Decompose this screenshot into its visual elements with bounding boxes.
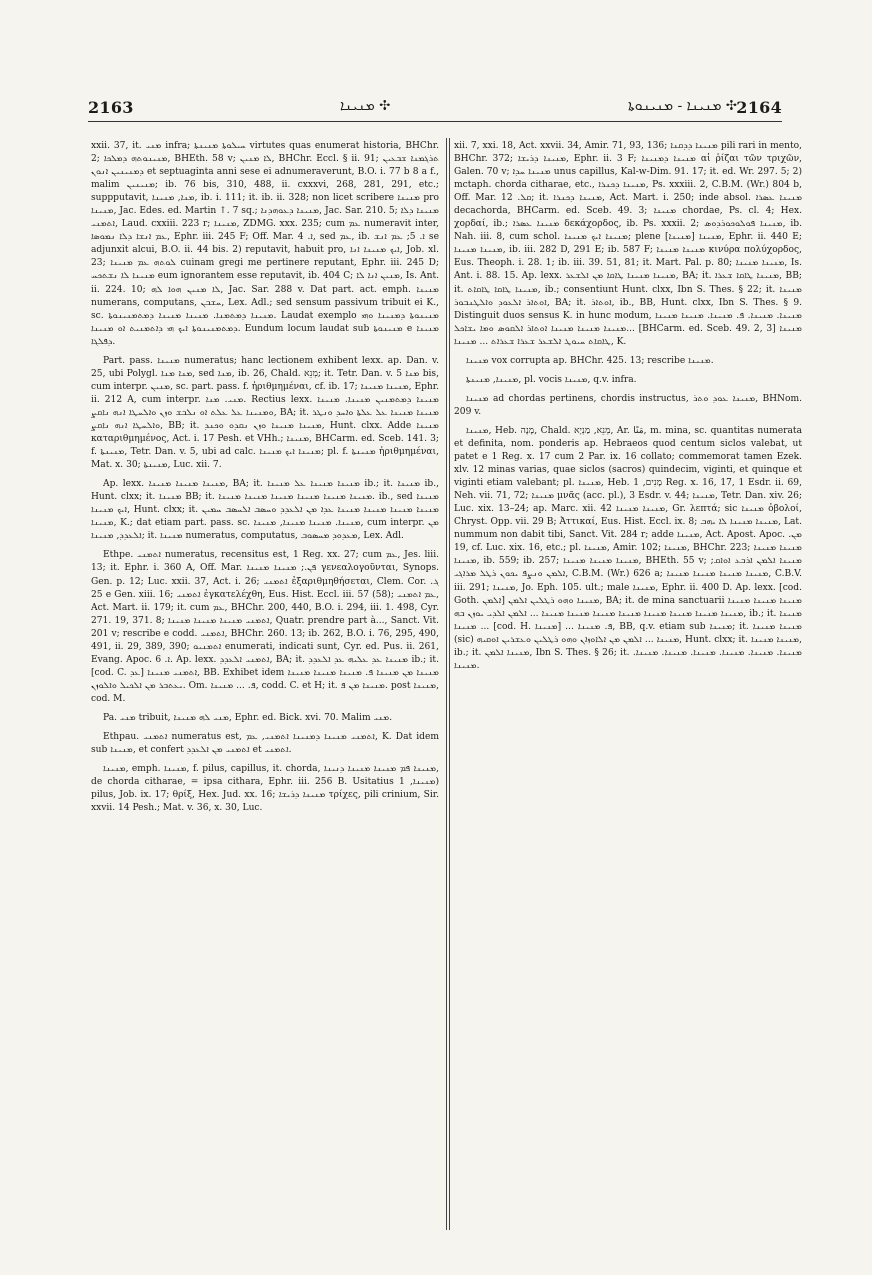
entry-paragraph: xii. 7, xxi. 18, Act. xxvii. 34, Amir. 71, 93, 136; ܡܢܝܢܐ ܕܕܩܢܐ pili rari in mento, BHChr. 372; ܡܢܝܢܐ ܕܪܝܫܐ, Ephr. ii. 3 F; ܡܢܝܢܐ ܕܡܢܝܢܐ αἱ ῥίζαι τῶν τριχῶν, Galen. 70 v; ܡܢܝܢܐ ܚܕܐ unus capillus, Kal-w-Dim. 91. 17; it. ed. Wr. 297. 5; 2) mctaph. chorda citharae, etc., ܡܢܝܢܐ ܕܟܢܪܐ, Ps. xxxiii. 2, C.B.M. (Wr.) 804 b, Off. Mar. ܩܠ. 12; it. ܡܢܝܢܐ ܕܟܢܪܐ, Act. Mart. i. 250; inde absol. ܡܢܝܢܐ ܥܣܪܐ decachorda, BHCarm. ed. Sceb. 49. 3; ܡܢܝܢܐ chordae, Ps. cl. 4; Hex. χορδαί, ib.; ܡܢܝܢܐ ܥܣܪܐ δεκάχορδος, ib. Ps. xxxii. 2; ܡܢܝܢܐ ܦܘܠܘܟܘܪܕܘܣ, ib. Nah. iii. 8, cum schol. ܡܢܝܢܐ ܐܝܟ ܡܢܝܢܐ; plene ܡܢܝܢܐ [ܡܢܝܢܐ], Ephr. ii. 440 E; ܡܢܝܢܐ ܡܢܝܢܐ, ib. iii. 282 D, 291 E; ib. 587 F; ܡܢܝܢܐ ܡܢܝܢܐ κινύρα πολύχορδος, Eus. Theoph. i. 28. 1; ib. iii. 39. 51, 81; it. Mart. Pal. p. 80; ܡܢܝܢܐ ܡܢܝܢܐ, Is. Ant. i. 88. 15. Ap. lexx. ܡܢܝܢܐ ܡܢܝܢܐ ܛܐܩܐ ܡܢ ܐܠܫܥܪ, BA; it. ܡܢܝܢܐ ܛܐܩܐ ܫܥܪܐ, BB; it. ܡܢܝܢܐ ܛܐܩܐ ܛܐܩܐܬ, ib.; consentiunt Hunt. clxx, Ibn S. Thes. § 22; it. ܡܢܝܢܐ ܐܘܬܐܪ ܐܠܥܘܕ ܘܐܠܛܢܒܘܪ, BA; it. ܐܘܬܐܪ, ib., BB, Hunt. clxx, Ibn S. Thes. § 9. Distinguit duos sensus K. in hunc modum, ܡܢܝܢܐ. ܡܢܝܢܐ. ܦ. ܡܢܝܢܐ. ܡܢܝܢܐ ܡܢܝܢܐ ܡܢܝܢܐ ܡܢܝܢܐ ܡܢܝܢܐ ܐܘܬܐܪ ܐܠܩܘܣ ܘܡܐ ܝܫܐܟܠ... [BHCarm. ed. Sceb. 49. 2, 3] ܡܢܝܢܐ ܛܐܩܐܬ ܚܝܘܛ ܐܠܫܥܪ ܫܥܪܐ ܫܥܪܐܬ ... ܡܢܝܢܐ, K. [454,141,802,347]
entry-paragraph: ܡܢܝܢܐ vox corrupta ap. BHChr. 425. 13; rescribe ܡܢܝܢܐ. [466,355,714,366]
entry-paragraph: xxii. 37, it. ܡܢܝ infra; ܚܝܠܘܬܐ ܡܢܝܢܬܐ virtutes quas enumerat historia, BHChr. 2; ܡܢܝܢܘܬܗ ܕܡܠܟܐ, BHEth. 58 v; ܠܐ ܡܢܝܢ, BHChr. Eccl. § ii. 91; ܬܪܓܡܢܐ ܫܒܥܝܢ ܕܡܢܝܢܝܢ ܐܢܘܢ et septuaginta anni sese ei adnumeraverunt, B.O. i. 77 b 8 a f., malim ܡܢܝܢܝܢ; ib. 76 bis, 310, 488, ii. cxxxvi, 268, 281, 291, etc.; suppputavit, ܡܢܐ, ܡܢܝܢܐ, ib. i. 111; it. ib. ii. 328; non licet scribere ܡܢܝܢܐ pro ܡܢܝܢܐ, Jac. Edes. ed. Martin ↑. 7 sq.; ܡܢܝܢܐ ܕܥܘܗܕܢܐ, Jac. Sar. 210. 5; ܡܢܝܢܐ ܕܠܐ ܐܬܡܢܝ, Laud. cxxiii. 223 r; ܡܢܝܢܐ, ZDMG. xxx. 235; cum ܥܡ numeravit inter, ܥܡ ܐܢܫܐ ܕܠܐ ܢܡܘܣܐ, Ephr. iii. 245 F; Off. Mar. ܐ. 4, sed ܥܡ, ib. ܐ. 5; ܥܡ ܐܢܫ se adjunxit alcui, B.O. ii. 44 bis. 2) reputavit, habuit pro, ܐܝܟ ܡܢܝܢܐ ܐܢܐ, Job. xl. 23; ܠܘܬܗ ܥܡ ܡܢܝܢܐ cuinam gregi me pertinere reputant, Ephr. iii. 245 D; ܡܢܝܢܐ ܠܐ ܢܫܬܟܚ eum ignorantem esse reputavit, ib. 404 C; ܡܢܝܢ ܐܢܐ ܠܐ, Is. Ant. ii. 224. 10; ܠܐ ܡܢܝܢ ܗܘܐ ܠܗ, Jac. Sar. 288 v. Dat part. act. emph. ܡܢܝܢܐ numerans, computans, ܚܫܒܢ, Lex. Adl.; sed sensum passivum tribuit ei K., sc. ܡܢܝܢܐ ܕܡܬܡܢܐ. ܡܢܝܢܐ ܡܢܝܢܐ ܕܡܬܡܢܝܢܘܬܐ. Laudat exemplo ܡܢܝܢܘܬܐ ܕܡܢܝܢܐ ܘܗܝ ܕܡܬܡܢܝܢܘܬܐ ܐܝܟ ܗܝ ܕܐܬܡܢܝܬ ܐܘ ܡܢܝܢܐ. Eundum locum laudat sub ܡܢܝܢܘܬܐ e ܡܢܝܢܐ ܕܦܠܓܐ. [91,141,439,347]
page-number-left: 2163 [88,97,134,117]
entry-paragraph: Part. pass. ܡܢܝܢܐ numeratus; hanc lectionem exhibent lexx. ap. Dan. v. 25, ubi Polygl. ܡܢܐ ܡܢܐ, sed ܡܢܐ, ib. 26, Chald. מְנֵא; it. Tetr. Dan. v. 5 ܡܢܐ bis, cum interpr. ܡܢܝܢ, sc. part. pass. f. ἠριθμημέναι, cf. ib. 17; ܡܢܝܢܐ ܡܢܝܢܐ, Ephr. ii. 212 A, cum interpr. ܡܢܝ. ܡܢܐ. Rectius lexx. ܡܢܝܢܐ ܕܡܬܡܢܝܢ ܡܢܝܢܐ. ܡܢܝܢܐ ܘܡܢܝܢܐ ܥܠ ܥܠܬ ܐܘ ܢܠܒܫ ܘܙܢ ܘܐܠܚܛܐ ܐܢܗ ܢܐܩܨ, BA; it. ܡܢܝܢܐ ܡܢܝܢܐ ܥܠ ܥܠܬܐ ܘܐܚܕ ܘܢܛܪ ܘܐܠܚܛܐ ܐܢܗ ܢܐܩܨ, BB; it. ܡܢܝܢܐ ܡܢܝܢܐ ܘܙܢ ܢܩܕܘ ܘܟܢܕ, Hunt. clxx. Adde ܡܢܝܢܐ καταριθμημένος, Act. i. 17 Pesh. et VHh.; ܡܢܝܢܐ, BHCarm. ed. Sceb. 141. 3; f. ܡܢܝܢܬܐ, Tetr. Dan. v. 5, ubi ad calc. ܡܢܝܢܐ ܐܝܟ ܡܢܝܢܐ; pl. f. ܡܢܝܢܬܐ ἠριθμημέναι, Mat. x. 30; ܡܢܝܢܬܐ, Luc. xii. 7. [91,355,439,471]
running-head-left: ✣ ܡܢܝܢܐ [340,98,391,114]
entry-paragraph: ܡܢܝܢܐ, Heb. מָנֶה, Chald. מְנֵא, מַנְיָא, Ar. مَنًا, m. mina, sc. quantitas numerata et definita, nom. ponderis ap. Hebraeos quod centum siclos valebat, ut patet e 1 Reg. x. 17 cum 2 Par. ix. 16 collato; commemorat tamen Ezek. xlv. 12 minas varias, quae siclos (sacros) quindecim, viginti, et quinque et viginti etiam valebant; pl. ܡܢܝܢܐ, Heb. מָנִים, 1 Reg. x. 16, 17, 1 Esdr. ii. 69, Neh. vii. 71, 72; ܡܢܝܢܐ μνᾶς (acc. pl.), 3 Esdr. v. 44; ܡܢܝܢܐ, Tetr. Dan. xiv. 26; Luc. xix. 13–24; ap. Marc. xii. 42 ܡܢܝܢܐ ܡܢܝܢܐ, Gr. λεπτά; sic ܡܢܝܢܐ ὀβολοί, Chryst. Opp. vii. 29 B; Ἀττικαί, Eus. Hist. Eccl. ix. 8; ܡܢܝܢܐ ܡܢܝܢܐ ܠܐ ܝܗܒ, Lat. nummum non dabit tibi, Sanct. Vit. 284 r; adde ܡܢܝܢܐ, Act. Apost. Apoc. ܡܢ. 19, cf. Luc. xix. 16, etc.; pl. ܡܢܝܢܐ, Amir. 102; ܡܢܝܢܐ, BHChr. 223; ܡܢܝܢܐ ܡܢܝܢܐ ܡܢܝܢܐ, ib. 559; ib. 257; ܡܢܝܢܐ ܡܢܝܢܐ ܡܢܝܢܐ, BHEth. 55 v; ܡܢܝܢܐ ܐܠܡܢ ܐܪܒܥ ܐܘܐܩ; ܐܠܡܢ ܘܢܨܦ ܝܟܘܢ ܪܛܠ ܡܪܐܓܝ, C.B.M. (Wr.) 626 a; ܡܢܝܢܐ ܡܢܝܢܐ ܡܢܝܢܐ ܡܢܝܢܐ, C.B.V. iii. 291; ܡܢܝܢܐ, Jo. Eph. 105. ult.; male ܡܢܝܢܐ, Ephr. ii. 400 D. Ap. lexx. [cod. Goth. ܐܠܡܢ] ܡܢܝܢܐ ܘܗܘ ܪܛܠܝܢ ܐܠܡܢ, BA; it. de mina sanctuarii ܡܢܝܢܐ ܡܢܝܢܐ ܡܢܝܢܐ ܡܢܝܢܐ ܡܢܝܢܐ ܡܢܝܢܐ ܡܢܝܢܐ ܡܢܝܢܐ ܡܢܝܢܐ ܡܢܝܢܐ ܡܢܝܢܐ ... ܐܠܡܢ ܐܠܕܝ ܝܘܙܢ ܒܗ, ib.; it. ܡܢܝܢܐ ܡܢܝܢܐ ... [cod. H. ܡܢܝܢܐ] ... ܦ. ܡܢܝܢܐ, BB, q.v. etiam sub ܡܢܝܢܐ; it. ܡܢܝܢܐ ܡܢܝܢܐ (sic) ܡܢܝܢܐ ... ܐܠܡܢ ܡܢ ܐܠܐܘܙܐܢ ܘܗܘ ܪܛܠܝܢ ܘܥܫܪܝܢ ܐܘܩܝܗ, Hunt. clxx; it. ܡܢܝܢܐ ܡܢܝܢܐ, ib.; it. ܡܢܝܢܐ ܐܠܡܢ, Ibn S. Thes. § 26; it. ܡܢܝܢܐ. ܡܢܝܢܐ. ܡܢܝܢܐ. ܡܢܝܢܐ. ܡܢܝܢܐ. ܡܢܝܢܐ. ܡܢܝܢܐ. [454,425,802,671]
entry-paragraph: Ethpau. ܐܬܡܢܝ numeratus est, ܐܬܡܢܝ ܡܢܝܢܐ ܕܡܢܝܢܐ ܐܬܡܢܝ, ܥܡ, K. Dat idem sub ܡܢܝܢܐ, et confert ܐܬܡܢܝ ܡܢ ܐܠܥܕܕ et ܐܬܡܢܝ. [91,732,439,756]
running-head-right: ✣ ܡܢܝܢܐ - ܡܢܝܢܘܬܐ [628,98,737,114]
entry-paragraph: ܡܢܝܢܐ, emph. ܡܢܝܢܐ, f. pilus, capillus, it. chorda, ܡܢܝܢܐ ܦܡ ܡܢܝܢܐ ܡܢܝܢܐ ܕܢܝܢܐ, de chorda citharae, = ipsa cithara, Ephr. iii. 256 B. Usitatius ܡܢܝܢܐ, 1) pilus, Job. ix. 17; θρίξ, Hex. Jud. xx. 16; ܡܢܝܢܐ ܕܪܝܫܐ τρίχες, pili crinium, Sir. xxvii. 14 Pesh.; Mat. v. 36, x. 30, Luc. [91,764,439,814]
header-rule [88,121,782,122]
column-divider [449,138,450,1230]
right-column [454,140,802,1230]
entry-paragraph: Ap. lexx. ܡܢܝܢܐ ܡܢܝܢܐ ܡܢܝܢܐ, BA; it. ܡܢܝܢܐ ܡܢܝܢܐ ܥܠ ܡܢܝܢܐ ib.; it. ܡܢܝܢܐ ib., Hunt. clxx; it. ܡܢܝܢܐ BB; it. ܡܢܝܢܐ ܡܢܝܢܐ ܡܢܝܢܐ ܡܢܝܢܐ ܡܢܝܢܐ ܡܢܝܢܐ. ib., sed ܡܢܝܢܐ ܐܝܟ ܡܢܝܢܐ, Hunt. clxx; it. ܡܢܝܢܐ ܡܢܝܢܐ ܡܢܝܢܐ ܡܢܝܢܐ ܥܕܐ ܡܢ ܐܠܥܕܕ ܘܚܣܒ ܐܠܚܣܒ ܚܡܝܢ ܡܢܝܢܐ, K.; dat etiam part. pass. sc. ܡܢܝܢܐ. ܡܢܝܢܐ ܡܢܝܢܐ, ܡܢܝܢܐ, cum interpr. ܡܢ ܐܠܥܕܕ, ܡܢܝܢܐ; it. ܡܢܝܢܐ numeratus, computatus, ܡܥܕܘܕ ܡܚܣܘܒ, Lex. Adl. [91,479,439,542]
page-number-right: 2164 [736,97,782,117]
page-header [88,92,782,122]
entry-paragraph: ܡܢܝܢܐ, ܡܢܝܢܬܐ, pl. vocis ܡܢܝܢܐ, q.v. infra. [466,374,637,385]
column-divider [446,138,447,1230]
left-column [91,140,439,1230]
entry-paragraph: ܡܢܝܢܐ ad chordas pertinens, chordis instructus, ܡܢܝܢܐ ܥܘܕ ܘܬܪ, BHNom. 209 v. [454,393,802,417]
entry-paragraph: Ethpe. ܐܬܡܢܝ numeratus, recensitus est, 1 Reg. xx. 27; cum ܥܡ, Jes. liii. 13; it. Ephr. i. 360 A, Off. Mar. ܦܢ.; ܡܢܝܢܐ ܡܢܝܢܐ γενεαλογοῦνται, Synops. Gen. p. 12; Luc. xxii. 37, Act. i. 26; ܐܬܡܢܝ ἐξαριθμηθήσεται, Clem. Cor. ܓ. 25 e Gen. xiii. 16; ܐܬܡܢܝ ἐγκατελέχθη, Eus. Hist. Eccl. iii. 57 (58); ܥܡ ܐܬܡܢܝ, Act. Mart. ii. 179; it. cum ܥܡ, BHChr. 200, 440, B.O. i. 294, iii. 1. 498, Cyr. 271. 19, 371. 8; ܐܬܡܢܝ ܡܢܝܢܐ ܡܢܝܢܐ ܡܢܝܢܐ, Quatr. prendre part à..., Sanct. Vit. 201 v; rescribe e codd. ܐܬܡܢܝ, BHChr. 260. 13; ib. 262, B.O. i. 76, 295, 490, 491, ii. 29, 389, 390; ܐܬܡܢܝܘ enumerati, indicati sunt, Cyr. ed. Pus. ii. 261, Evang. Apoc. ܐ. 6. Ap. lexx. ܐܬܡܢܝ ܐܠܥܕܕ, BA; it. ܡܢܝܢܐ ܥܕ ܥܠܝܗ ܥܕ ܐܠܥܕܕ ib.; it. [cod. C. ܥܕ] ܐܬܡܢܝ ܡܢܝܢܐ, BB. Exhibet idem ܡܢܝܢܐ ܡܢ ܡܢܝܢܐ ܦ. ܡܢܝܢܐ ܡܢܝܢܐ ܡܢܝܢܐ ܝܥܬܒܪ ܡܢ ܐܠܟܝܠ ܘܐܠܘܙܢ. Om. ܦ. ... ܡܢܝܢܐ, codd. C. et H; it. ܡܢܝܢܐ ܡܢ ܦ. post ܡܢܝܢܐ, cod. M. [91,550,439,704]
entry-paragraph: Pa. ܡܢܝ tribuit, ܡܢܝ ܠܗ ܡܢܝܢܐ, Ephr. ed. Bick. xvi. 70. Malim ܡܢܝ. [103,712,393,723]
